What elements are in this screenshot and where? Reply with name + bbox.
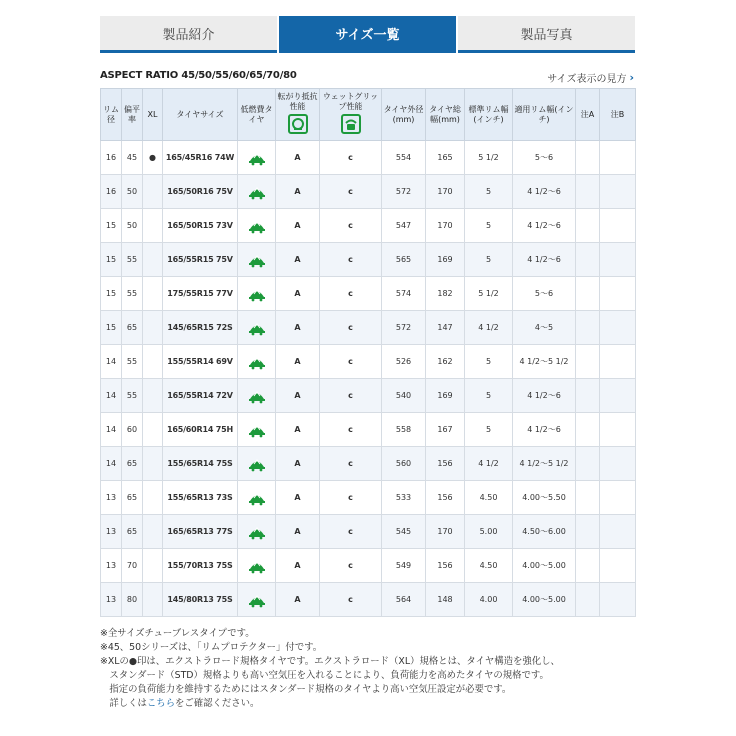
cell-rim: 15 xyxy=(101,277,122,311)
cell-size: 165/45R16 74W xyxy=(163,141,238,175)
cell-diameter: 533 xyxy=(382,481,426,515)
eco-tire-icon xyxy=(248,490,266,506)
cell-size: 155/55R14 69V xyxy=(163,345,238,379)
cell-eco xyxy=(238,413,276,447)
cell-aspect: 65 xyxy=(122,311,143,345)
cell-width: 156 xyxy=(426,549,465,583)
cell-aspect: 65 xyxy=(122,515,143,549)
cell-rim: 14 xyxy=(101,413,122,447)
cell-std-rim: 5 1/2 xyxy=(465,277,513,311)
cell-eco xyxy=(238,243,276,277)
cell-rim: 13 xyxy=(101,515,122,549)
cell-note-a xyxy=(576,345,600,379)
table-row xyxy=(101,209,636,243)
cell-std-rim: 5 xyxy=(465,379,513,413)
eco-tire-icon xyxy=(248,150,266,166)
table-row xyxy=(101,141,636,175)
cell-width: 169 xyxy=(426,379,465,413)
cell-size: 155/70R13 75S xyxy=(163,549,238,583)
cell-note-b xyxy=(600,549,636,583)
cell-diameter: 558 xyxy=(382,413,426,447)
cell-app-rim: 4 1/2～6 xyxy=(513,243,576,277)
cell-size: 165/55R14 72V xyxy=(163,379,238,413)
cell-aspect: 60 xyxy=(122,413,143,447)
cell-rim: 16 xyxy=(101,141,122,175)
cell-rim: 14 xyxy=(101,379,122,413)
cell-aspect: 55 xyxy=(122,277,143,311)
header-app-rim: 適用リム幅(インチ) xyxy=(513,89,576,141)
table-row xyxy=(101,243,636,277)
cell-diameter: 564 xyxy=(382,583,426,617)
cell-note-b xyxy=(600,515,636,549)
cell-wet: c xyxy=(320,243,382,277)
cell-rim: 13 xyxy=(101,583,122,617)
cell-app-rim: 4.00～5.00 xyxy=(513,583,576,617)
cell-xl xyxy=(143,345,163,379)
cell-note-b xyxy=(600,277,636,311)
cell-size: 165/65R13 77S xyxy=(163,515,238,549)
header-eco: 低燃費タイヤ xyxy=(238,89,276,141)
cell-eco xyxy=(238,515,276,549)
cell-rim: 14 xyxy=(101,447,122,481)
cell-note-b xyxy=(600,583,636,617)
cell-app-rim: 4.00～5.00 xyxy=(513,549,576,583)
cell-aspect: 55 xyxy=(122,243,143,277)
cell-note-b xyxy=(600,481,636,515)
cell-aspect: 45 xyxy=(122,141,143,175)
cell-diameter: 565 xyxy=(382,243,426,277)
cell-note-a xyxy=(576,379,600,413)
cell-size: 145/65R15 72S xyxy=(163,311,238,345)
cell-note-b xyxy=(600,209,636,243)
cell-note-a xyxy=(576,447,600,481)
footnote: 指定の負荷能力を維持するためにはスタンダード規格のタイヤより高い空気圧設定が必要です。 xyxy=(100,684,512,695)
cell-wet: c xyxy=(320,549,382,583)
cell-xl xyxy=(143,481,163,515)
cell-app-rim: 4 1/2～5 1/2 xyxy=(513,447,576,481)
cell-width: 156 xyxy=(426,447,465,481)
cell-note-b xyxy=(600,345,636,379)
cell-note-a xyxy=(576,209,600,243)
cell-aspect: 50 xyxy=(122,175,143,209)
eco-tire-icon xyxy=(248,388,266,404)
cell-note-b xyxy=(600,243,636,277)
header-note-b: 注B xyxy=(600,89,636,141)
cell-width: 170 xyxy=(426,209,465,243)
cell-app-rim: 4～5 xyxy=(513,311,576,345)
table-row xyxy=(101,481,636,515)
footnote-suffix: をご確認ください。 xyxy=(175,698,260,709)
table-row xyxy=(101,515,636,549)
eco-tire-icon xyxy=(248,184,266,200)
cell-xl xyxy=(143,447,163,481)
cell-wet: c xyxy=(320,175,382,209)
eco-tire-icon xyxy=(248,592,266,608)
cell-roll: A xyxy=(276,549,320,583)
cell-rim: 13 xyxy=(101,481,122,515)
size-guide-link[interactable] xyxy=(547,70,634,85)
cell-size: 165/50R16 75V xyxy=(163,175,238,209)
cell-diameter: 549 xyxy=(382,549,426,583)
header-wet xyxy=(320,89,382,141)
cell-wet: c xyxy=(320,277,382,311)
cell-app-rim: 4.00～5.50 xyxy=(513,481,576,515)
cell-note-a xyxy=(576,583,600,617)
eco-tire-icon xyxy=(248,524,266,540)
cell-eco xyxy=(238,209,276,243)
size-guide-label: サイズ表示の見方 xyxy=(547,74,627,85)
cell-note-a xyxy=(576,311,600,345)
cell-note-b xyxy=(600,175,636,209)
eco-tire-icon xyxy=(248,558,266,574)
cell-note-a xyxy=(576,141,600,175)
cell-note-a xyxy=(576,515,600,549)
cell-wet: c xyxy=(320,583,382,617)
header-xl: XL xyxy=(143,89,163,141)
wet-grip-icon xyxy=(341,114,361,134)
cell-app-rim: 4 1/2～6 xyxy=(513,379,576,413)
tab-product-intro[interactable]: 製品紹介 xyxy=(100,16,277,53)
cell-note-b xyxy=(600,311,636,345)
cell-roll: A xyxy=(276,141,320,175)
aspect-ratio-title: ASPECT RATIO 45/50/55/60/65/70/80 xyxy=(100,70,297,81)
eco-tire-icon xyxy=(248,286,266,302)
cell-size: 175/55R15 77V xyxy=(163,277,238,311)
cell-aspect: 55 xyxy=(122,379,143,413)
eco-tire-icon xyxy=(248,218,266,234)
cell-diameter: 545 xyxy=(382,515,426,549)
footnote: ※XLの●印は、エクストラロード規格タイヤです。エクストラロード（XL）規格とは、タイヤ構造を強化し、 xyxy=(100,656,560,667)
header-note-a: 注A xyxy=(576,89,600,141)
table-row xyxy=(101,583,636,617)
cell-note-b xyxy=(600,447,636,481)
header-aspect: 偏平率 xyxy=(122,89,143,141)
eco-tire-icon xyxy=(248,354,266,370)
cell-std-rim: 5 xyxy=(465,209,513,243)
table-row xyxy=(101,549,636,583)
cell-diameter: 572 xyxy=(382,311,426,345)
cell-xl xyxy=(143,243,163,277)
cell-app-rim: 5～6 xyxy=(513,277,576,311)
table-row xyxy=(101,379,636,413)
cell-wet: c xyxy=(320,481,382,515)
cell-eco xyxy=(238,345,276,379)
cell-xl xyxy=(143,549,163,583)
table-header-row xyxy=(101,89,636,141)
size-table xyxy=(100,88,636,617)
tab-product-photos[interactable]: 製品写真 xyxy=(458,16,635,53)
footnote: スタンダード（STD）規格よりも高い空気圧を入れることにより、負荷能力を高めたタイヤの規格です。 xyxy=(100,670,549,681)
cell-aspect: 65 xyxy=(122,447,143,481)
cell-width: 167 xyxy=(426,413,465,447)
cell-std-rim: 4.50 xyxy=(465,481,513,515)
header-roll xyxy=(276,89,320,141)
cell-roll: A xyxy=(276,413,320,447)
cell-width: 182 xyxy=(426,277,465,311)
cell-diameter: 554 xyxy=(382,141,426,175)
cell-aspect: 50 xyxy=(122,209,143,243)
cell-xl xyxy=(143,277,163,311)
cell-xl xyxy=(143,413,163,447)
footnotes xyxy=(100,627,560,711)
cell-roll: A xyxy=(276,243,320,277)
cell-aspect: 65 xyxy=(122,481,143,515)
footnote-last xyxy=(100,697,560,711)
cell-eco xyxy=(238,379,276,413)
cell-wet: c xyxy=(320,209,382,243)
table-row xyxy=(101,447,636,481)
cell-roll: A xyxy=(276,583,320,617)
cell-note-b xyxy=(600,141,636,175)
cell-roll: A xyxy=(276,447,320,481)
cell-xl xyxy=(143,175,163,209)
table-row xyxy=(101,311,636,345)
cell-roll: A xyxy=(276,311,320,345)
tab-size-list[interactable]: サイズ一覧 xyxy=(279,16,456,53)
cell-note-a xyxy=(576,413,600,447)
cell-aspect: 80 xyxy=(122,583,143,617)
cell-rim: 16 xyxy=(101,175,122,209)
cell-xl: ● xyxy=(143,141,163,175)
details-link[interactable]: こちら xyxy=(146,698,176,709)
cell-width: 162 xyxy=(426,345,465,379)
cell-aspect: 55 xyxy=(122,345,143,379)
cell-app-rim: 4 1/2～6 xyxy=(513,413,576,447)
cell-width: 170 xyxy=(426,175,465,209)
cell-size: 165/60R14 75H xyxy=(163,413,238,447)
table-row xyxy=(101,345,636,379)
cell-note-a xyxy=(576,243,600,277)
cell-app-rim: 5～6 xyxy=(513,141,576,175)
header-width: タイヤ総幅(mm) xyxy=(426,89,465,141)
chevron-right-icon: › xyxy=(629,71,634,84)
cell-diameter: 574 xyxy=(382,277,426,311)
eco-tire-icon xyxy=(248,320,266,336)
cell-eco xyxy=(238,447,276,481)
cell-xl xyxy=(143,209,163,243)
cell-wet: c xyxy=(320,379,382,413)
cell-xl xyxy=(143,311,163,345)
table-row xyxy=(101,413,636,447)
cell-app-rim: 4 1/2～5 1/2 xyxy=(513,345,576,379)
cell-diameter: 572 xyxy=(382,175,426,209)
cell-app-rim: 4.50～6.00 xyxy=(513,515,576,549)
eco-tire-icon xyxy=(248,422,266,438)
header-rim: リム径 xyxy=(101,89,122,141)
cell-wet: c xyxy=(320,447,382,481)
cell-size: 145/80R13 75S xyxy=(163,583,238,617)
cell-app-rim: 4 1/2～6 xyxy=(513,209,576,243)
cell-diameter: 526 xyxy=(382,345,426,379)
footnote: ※全サイズチューブレスタイプです。 xyxy=(100,628,255,639)
cell-wet: c xyxy=(320,311,382,345)
cell-width: 147 xyxy=(426,311,465,345)
header-roll-label: 転がり抵抗性能 xyxy=(277,92,318,111)
cell-eco xyxy=(238,311,276,345)
cell-std-rim: 4.50 xyxy=(465,549,513,583)
cell-std-rim: 5 xyxy=(465,345,513,379)
cell-aspect: 70 xyxy=(122,549,143,583)
eco-tire-icon xyxy=(248,456,266,472)
header-wet-label: ウェットグリップ性能 xyxy=(322,92,379,111)
cell-note-a xyxy=(576,481,600,515)
cell-eco xyxy=(238,141,276,175)
cell-roll: A xyxy=(276,379,320,413)
cell-std-rim: 5 1/2 xyxy=(465,141,513,175)
cell-xl xyxy=(143,583,163,617)
tab-bar xyxy=(100,16,635,53)
cell-width: 156 xyxy=(426,481,465,515)
cell-wet: c xyxy=(320,141,382,175)
eco-tire-icon xyxy=(248,252,266,268)
cell-size: 165/50R15 73V xyxy=(163,209,238,243)
cell-roll: A xyxy=(276,345,320,379)
cell-rim: 15 xyxy=(101,243,122,277)
cell-std-rim: 4 1/2 xyxy=(465,311,513,345)
cell-eco xyxy=(238,277,276,311)
cell-width: 165 xyxy=(426,141,465,175)
cell-note-b xyxy=(600,413,636,447)
rolling-resistance-icon xyxy=(288,114,308,134)
cell-width: 148 xyxy=(426,583,465,617)
cell-diameter: 547 xyxy=(382,209,426,243)
footnote: ※45、50シリーズは、「リムプロテクター」付です。 xyxy=(100,642,323,653)
cell-note-a xyxy=(576,277,600,311)
cell-roll: A xyxy=(276,175,320,209)
cell-diameter: 540 xyxy=(382,379,426,413)
cell-std-rim: 4 1/2 xyxy=(465,447,513,481)
cell-std-rim: 4.00 xyxy=(465,583,513,617)
cell-eco xyxy=(238,583,276,617)
cell-roll: A xyxy=(276,277,320,311)
cell-std-rim: 5 xyxy=(465,413,513,447)
cell-size: 155/65R14 75S xyxy=(163,447,238,481)
cell-roll: A xyxy=(276,515,320,549)
cell-rim: 14 xyxy=(101,345,122,379)
table-row xyxy=(101,175,636,209)
cell-std-rim: 5.00 xyxy=(465,515,513,549)
cell-xl xyxy=(143,515,163,549)
cell-diameter: 560 xyxy=(382,447,426,481)
header-size: タイヤサイズ xyxy=(163,89,238,141)
table-row xyxy=(101,277,636,311)
footnote-prefix: 詳しくは xyxy=(100,698,147,709)
cell-xl xyxy=(143,379,163,413)
cell-wet: c xyxy=(320,345,382,379)
header-std-rim: 標準リム幅(インチ) xyxy=(465,89,513,141)
header-diameter: タイヤ外径(mm) xyxy=(382,89,426,141)
cell-note-a xyxy=(576,175,600,209)
cell-wet: c xyxy=(320,515,382,549)
cell-note-a xyxy=(576,549,600,583)
cell-width: 169 xyxy=(426,243,465,277)
cell-rim: 15 xyxy=(101,209,122,243)
cell-width: 170 xyxy=(426,515,465,549)
cell-size: 155/65R13 73S xyxy=(163,481,238,515)
cell-eco xyxy=(238,481,276,515)
cell-roll: A xyxy=(276,481,320,515)
cell-std-rim: 5 xyxy=(465,243,513,277)
cell-roll: A xyxy=(276,209,320,243)
cell-note-b xyxy=(600,379,636,413)
cell-eco xyxy=(238,175,276,209)
cell-eco xyxy=(238,549,276,583)
cell-app-rim: 4 1/2～6 xyxy=(513,175,576,209)
cell-size: 165/55R15 75V xyxy=(163,243,238,277)
cell-rim: 15 xyxy=(101,311,122,345)
cell-wet: c xyxy=(320,413,382,447)
cell-rim: 13 xyxy=(101,549,122,583)
cell-std-rim: 5 xyxy=(465,175,513,209)
